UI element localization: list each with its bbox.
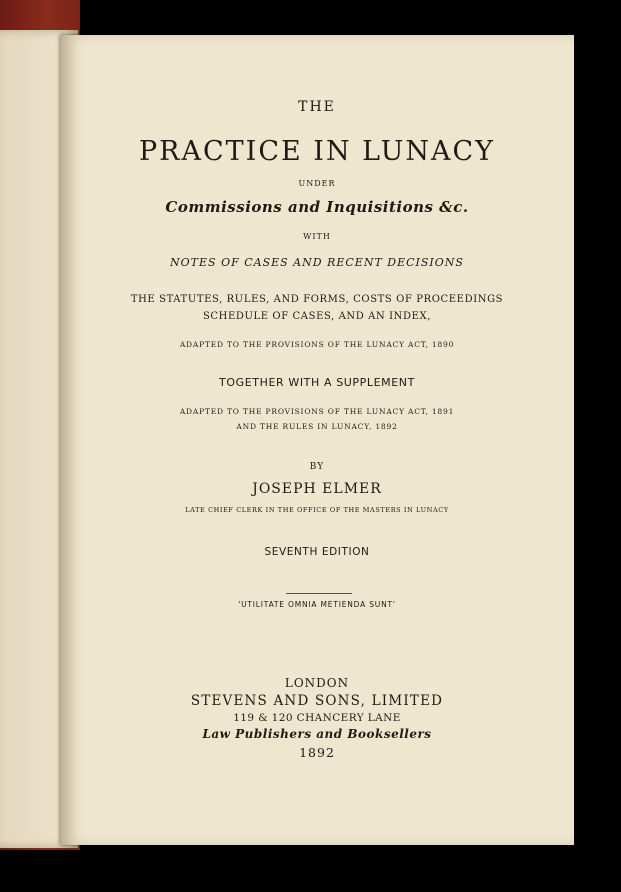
author-role: LATE CHIEF CLERK IN THE OFFICE OF THE MASTERS IN LUNACY [185,506,449,514]
commissions-line: Commissions and Inquisitions &c. [165,198,469,216]
adapted-1890-line: ADAPTED TO THE PROVISIONS OF THE LUNACY ACT, 1890 [179,340,455,349]
motto-rule [286,593,352,594]
notes-line: NOTES OF CASES AND RECENT DECISIONS [170,256,464,269]
imprint-publisher: STEVENS AND SONS, LIMITED [190,693,444,709]
main-title: PRACTICE IN LUNACY [139,136,495,167]
imprint-city: LONDON [284,676,350,690]
under-label: UNDER [298,179,336,188]
edition-line: SEVENTH EDITION [264,546,370,558]
imprint-trade: Law Publishers and Booksellers [202,727,432,741]
imprint-year: 1892 [299,745,335,760]
with-label: WITH [303,232,331,241]
title-page-text [60,0,574,892]
imprint-address: 119 & 120 CHANCERY LANE [233,712,401,724]
by-label: BY [309,462,325,472]
title-the: THE [298,99,336,115]
motto: 'UTILITATE OMNIA METIENDA SUNT' [238,600,396,609]
statutes-line-1: THE STATUTES, RULES, AND FORMS, COSTS OF PROCEEDINGS [130,294,504,305]
adapted-1891-line: ADAPTED TO THE PROVISIONS OF THE LUNACY ACT, 1891 [179,407,455,416]
author-name: JOSEPH ELMER [252,481,382,497]
supplement-line: TOGETHER WITH A SUPPLEMENT [219,376,415,389]
statutes-line-2: SCHEDULE OF CASES, AND AN INDEX, [202,311,432,322]
rules-1892-line: AND THE RULES IN LUNACY, 1892 [236,422,398,431]
